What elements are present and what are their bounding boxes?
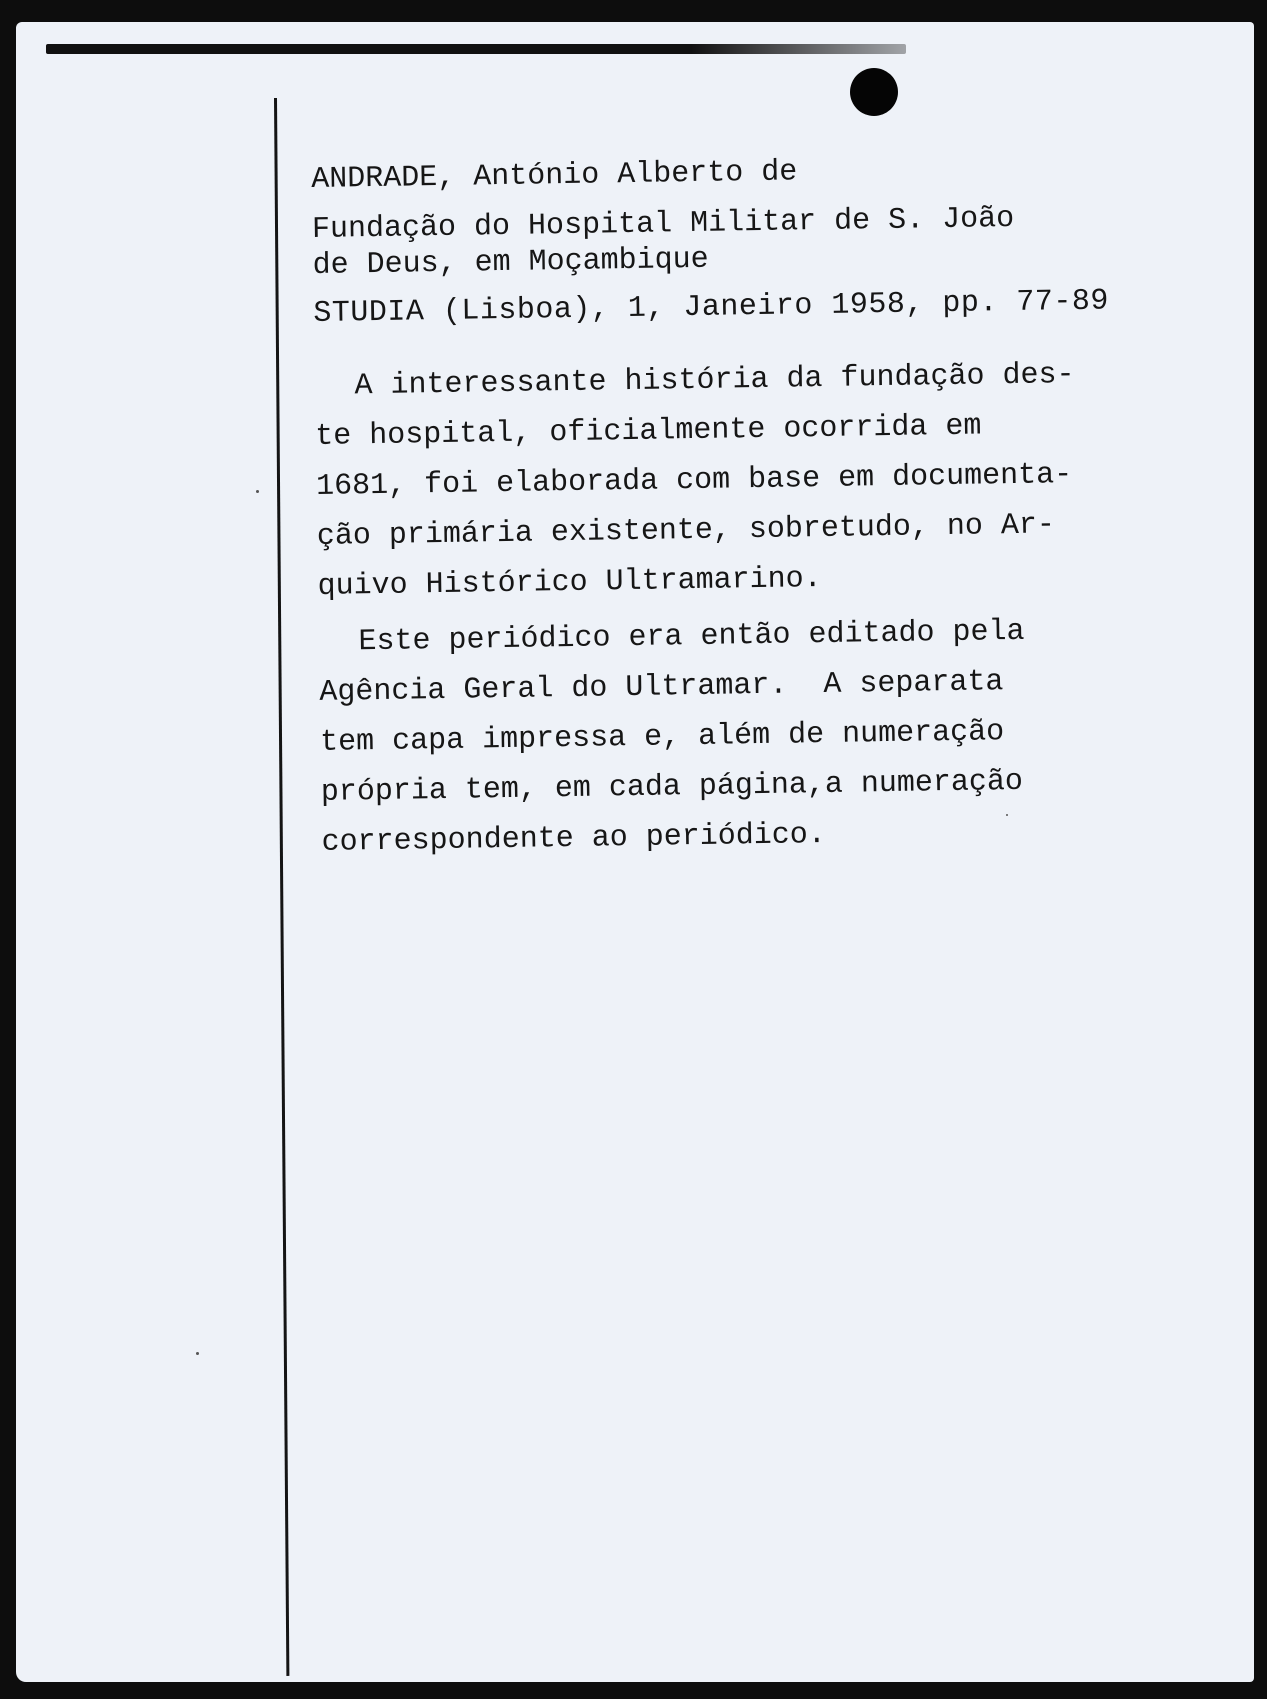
punch-hole — [850, 68, 898, 116]
paragraph-line: 1681, foi elaborada com base em documenta- — [315, 458, 1073, 504]
paragraph-line: ção primária existente, sobretudo, no Ar- — [316, 508, 1056, 554]
abstract-paragraph — [314, 348, 1218, 612]
title-line: de Deus, em Moçambique — [312, 242, 709, 283]
paragraph-line: te hospital, oficialmente ocorrida em — [315, 409, 982, 454]
author: ANDRADE, António Alberto de — [311, 155, 798, 197]
notes-paragraph — [318, 604, 1222, 868]
title-line: Fundação do Hospital Militar de S. João — [311, 201, 1015, 247]
paragraph-line: A interessante história da fundação des- — [354, 358, 1075, 404]
journal-citation: STUDIA (Lisboa), 1, Janeiro 1958, pp. 77-89 — [313, 284, 1110, 331]
index-card — [16, 22, 1254, 1682]
margin-line — [274, 98, 289, 1676]
paragraph-line: própria tem, em cada página,a numeração — [320, 764, 1024, 810]
paper-speck — [196, 1352, 199, 1355]
paragraph-line: quivo Histórico Ultramarino. — [317, 562, 822, 604]
paper-speck — [256, 490, 259, 493]
top-rule — [46, 44, 906, 54]
catalog-entry — [311, 148, 1222, 868]
paragraph-line: Agência Geral do Ultramar. A separata — [319, 665, 1004, 710]
paragraph-line: correspondente ao periódico. — [321, 818, 826, 860]
paragraph-line: tem capa impressa e, além de numeração — [319, 715, 1005, 760]
paragraph-line: Este periódico era então editado pela — [358, 614, 1025, 660]
